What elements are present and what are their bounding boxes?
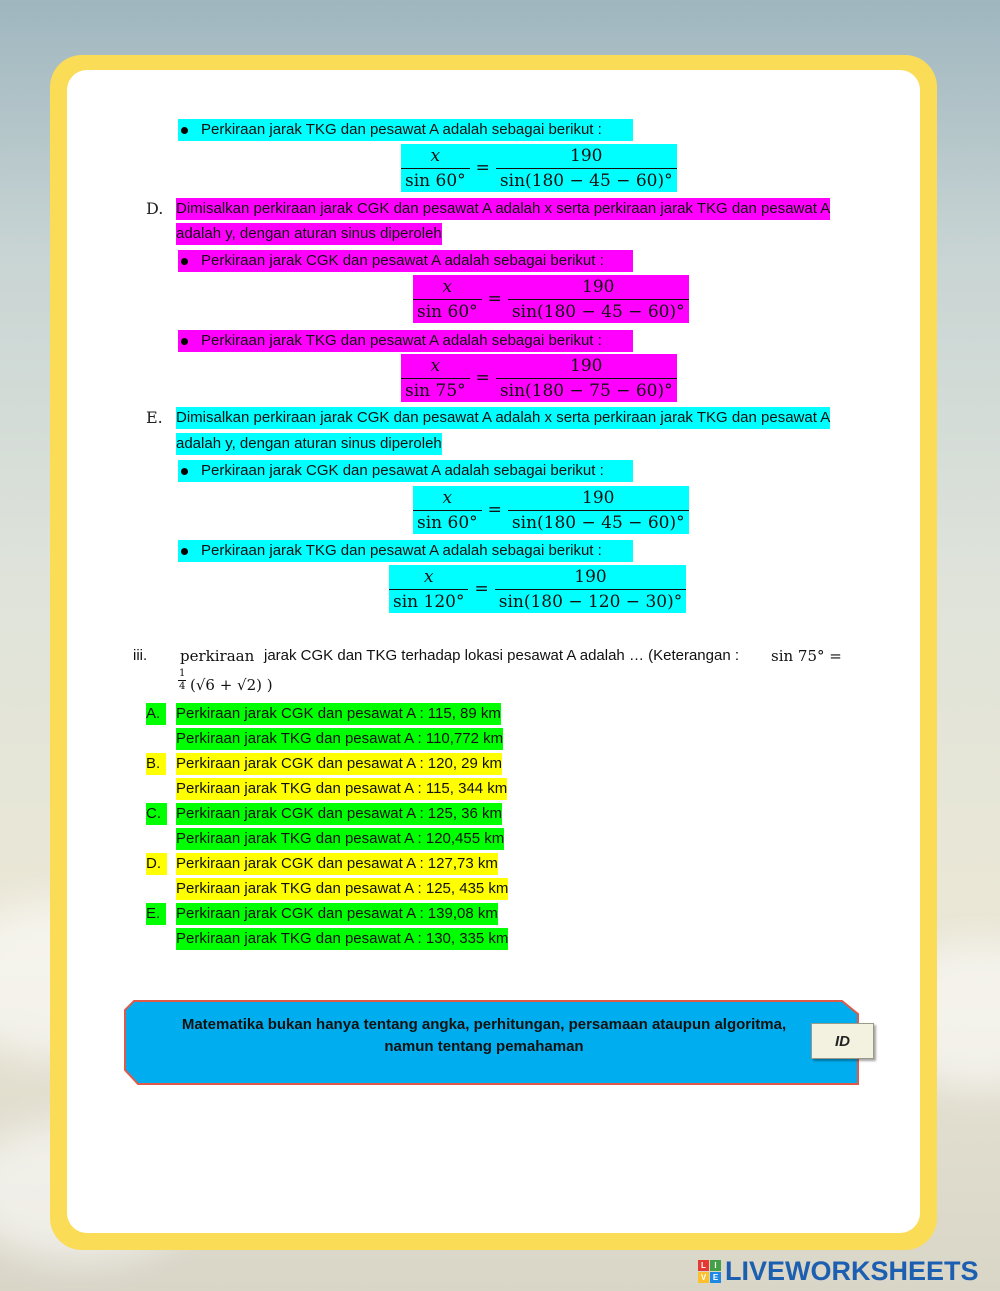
option-e-line1: Dimisalkan perkiraan jarak CGK dan pesawat A adalah x serta perkiraan jarak TKG dan pesawat A xyxy=(176,407,830,429)
e-tkg-formula: $\frac{x}{\sin 120^\circ}$ = $\frac{190}{\sin(180 - 120 - 30)^\circ}$ xyxy=(389,565,686,613)
d-cgk-formula: $\frac{x}{\sin 60^\circ}$ = $\frac{190}{\sin(180 - 45 - 60)^\circ}$ xyxy=(413,275,689,323)
bullet-icon xyxy=(181,338,188,345)
formula-num: x xyxy=(442,276,453,297)
answer-cgk: Perkiraan jarak CGK dan pesawat A : 115, 89 km xyxy=(176,703,501,725)
formula-num: x xyxy=(442,487,453,508)
option-d-letter: D. xyxy=(146,199,164,218)
answer-letter: B. xyxy=(146,753,166,775)
formula-num: 190 xyxy=(582,487,615,508)
answer-cgk: Perkiraan jarak CGK dan pesawat A : 139,08 km xyxy=(176,903,498,925)
answer-cgk: Perkiraan jarak CGK dan pesawat A : 127,73 km xyxy=(176,853,498,875)
bullet-icon xyxy=(181,548,188,555)
banner-line2: namun tentang pemahaman xyxy=(384,1038,584,1055)
answer-tkg: Perkiraan jarak TKG dan pesawat A : 120,455 km xyxy=(176,828,504,850)
c-tkg-bullet-text: Perkiraan jarak TKG dan pesawat A adalah sebagai berikut : xyxy=(201,121,602,138)
formula-num: x xyxy=(430,145,441,166)
option-d-line1: Dimisalkan perkiraan jarak CGK dan pesawat A adalah x serta perkiraan jarak TKG dan pesawat A xyxy=(176,198,830,220)
answer-cgk: Perkiraan jarak CGK dan pesawat A : 125, 36 km xyxy=(176,803,502,825)
bullet-icon xyxy=(181,258,188,265)
c-tkg-formula: $\frac{x}{\sin 60^\circ}$ = $\frac{190}{\sin(180 - 45 - 60)^\circ}$ xyxy=(401,144,677,192)
logo-letter: V xyxy=(698,1272,709,1283)
e-cgk-bullet-row xyxy=(178,460,633,482)
formula-den: sin 60° xyxy=(413,299,482,322)
banner-text xyxy=(124,1014,844,1058)
question-fraction xyxy=(178,668,186,693)
question-math: sin 75° = xyxy=(771,647,842,665)
logo-letter: I xyxy=(710,1260,721,1271)
answer-cgk: Perkiraan jarak CGK dan pesawat A : 120, 29 km xyxy=(176,753,502,775)
answer-letter: A. xyxy=(146,703,166,725)
liveworksheets-logo[interactable] xyxy=(698,1256,979,1287)
id-button[interactable]: ID xyxy=(811,1023,874,1059)
e-cgk-formula: $\frac{x}{\sin 60^\circ}$ = $\frac{190}{\sin(180 - 45 - 60)^\circ}$ xyxy=(413,486,689,534)
formula-den: sin 120° xyxy=(389,589,468,612)
e-cgk-bullet-text: Perkiraan jarak CGK dan pesawat A adalah sebagai berikut : xyxy=(201,462,604,479)
banner-line1: Matematika bukan hanya tentang angka, perhitungan, persamaan ataupun algoritma, xyxy=(181,1016,787,1033)
formula-den: sin(180 − 75 − 60)° xyxy=(496,378,677,401)
d-tkg-bullet-text: Perkiraan jarak TKG dan pesawat A adalah sebagai berikut : xyxy=(201,332,602,349)
formula-den: sin 75° xyxy=(401,378,470,401)
formula-den: sin(180 − 120 − 30)° xyxy=(495,589,687,612)
d-cgk-bullet-row xyxy=(178,250,633,272)
question-frac-den: 4 xyxy=(179,681,186,692)
logo-letter: E xyxy=(710,1272,721,1283)
e-tkg-bullet-text: Perkiraan jarak TKG dan pesawat A adalah sebagai berikut : xyxy=(201,542,602,559)
answer-letter: C. xyxy=(146,803,167,825)
c-tkg-bullet-row xyxy=(178,119,633,141)
d-tkg-formula: $\frac{x}{\sin 75^\circ}$ = $\frac{190}{\sin(180 - 75 - 60)^\circ}$ xyxy=(401,354,677,402)
formula-num: 190 xyxy=(574,566,607,587)
formula-den: sin(180 − 45 − 60)° xyxy=(496,168,677,191)
formula-num: x xyxy=(423,566,434,587)
formula-den: sin 60° xyxy=(401,168,470,191)
logo-grid-icon xyxy=(698,1260,721,1283)
question-tail: (√6 + √2) ) xyxy=(190,676,273,694)
formula-num: 190 xyxy=(570,145,603,166)
question-number: iii. xyxy=(133,647,148,664)
answer-letter: D. xyxy=(146,853,167,875)
option-e-line2: adalah y, dengan aturan sinus diperoleh xyxy=(176,433,442,455)
answer-tkg: Perkiraan jarak TKG dan pesawat A : 115, 344 km xyxy=(176,778,507,800)
logo-text: LIVEWORKSHEETS xyxy=(725,1256,979,1286)
question-frac-num: 1 xyxy=(179,668,186,679)
question-word: perkiraan xyxy=(180,647,255,665)
bullet-icon xyxy=(181,127,188,134)
answer-letter: E. xyxy=(146,903,166,925)
bullet-icon xyxy=(181,468,188,475)
d-cgk-bullet-text: Perkiraan jarak CGK dan pesawat A adalah sebagai berikut : xyxy=(201,252,604,269)
answer-tkg: Perkiraan jarak TKG dan pesawat A : 130, 335 km xyxy=(176,928,508,950)
option-d-line2: adalah y, dengan aturan sinus diperoleh xyxy=(176,223,442,245)
formula-den: sin(180 − 45 − 60)° xyxy=(508,299,689,322)
formula-den: sin 60° xyxy=(413,510,482,533)
logo-letter: L xyxy=(698,1260,709,1271)
formula-num: 190 xyxy=(582,276,615,297)
answer-tkg: Perkiraan jarak TKG dan pesawat A : 110,772 km xyxy=(176,728,503,750)
formula-num: x xyxy=(430,355,441,376)
question-text: jarak CGK dan TKG terhadap lokasi pesawat A adalah … (Keterangan : xyxy=(264,647,740,664)
formula-num: 190 xyxy=(570,355,603,376)
option-e-letter: E. xyxy=(146,408,163,427)
formula-den: sin(180 − 45 − 60)° xyxy=(508,510,689,533)
answer-tkg: Perkiraan jarak TKG dan pesawat A : 125, 435 km xyxy=(176,878,508,900)
d-tkg-bullet-row xyxy=(178,330,633,352)
e-tkg-bullet-row xyxy=(178,540,633,562)
